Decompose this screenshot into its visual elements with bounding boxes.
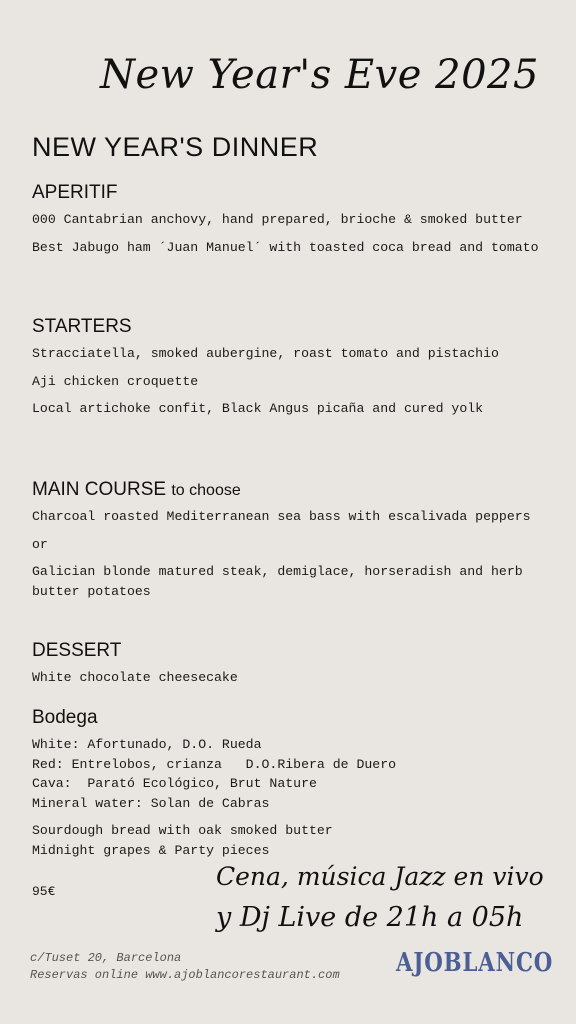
page-title: NEW YEAR'S DINNER [32, 132, 319, 162]
section-main-course [32, 479, 552, 609]
section-heading-bodega: Bodega [32, 707, 98, 728]
main-course-subheading: to choose [171, 482, 241, 499]
address: c/Tuset 20, Barcelona Reservas online www.ajoblancorestaurant.com [30, 951, 340, 982]
menu-item: Local artichoke confit, Black Angus picaña and cured yolk [32, 401, 484, 416]
restaurant-logo: AJOBLANCO [396, 948, 554, 978]
menu-item-or: or [32, 536, 48, 552]
section-starters [32, 316, 552, 427]
bodega-extras: Sourdough bread with oak smoked butter Midnight grapes & Party pieces [32, 823, 333, 858]
menu-item: Best Jabugo ham ´Juan Manuel´ with toasted coca bread and tomato [32, 239, 539, 255]
main-course-label: MAIN COURSE [32, 479, 167, 500]
section-heading-main-course [32, 479, 552, 501]
script-title: New Year's Eve 2025 [100, 52, 539, 98]
dj-live-line: y Dj Live de 21h a 05h [216, 902, 524, 933]
section-heading-dessert: DESSERT [32, 640, 122, 661]
menu-item: Aji chicken croquette [32, 373, 199, 389]
menu-item: White chocolate cheesecake [32, 670, 238, 685]
bodega-wines: White: Afortunado, D.O. Rueda Red: Entrelobos, crianza D.O.Ribera de Duero Cava: Parató Ecológico, Brut Nature Mineral water: Solan de Cabras [32, 737, 397, 811]
section-aperitif [32, 182, 552, 265]
price: 95€ [32, 884, 56, 899]
section-bodega [32, 707, 552, 868]
section-dessert [32, 640, 552, 696]
section-heading-aperitif: APERITIF [32, 182, 118, 203]
section-heading-starters: STARTERS [32, 316, 132, 337]
menu-item: Stracciatella, smoked aubergine, roast tomato and pistachio [32, 346, 499, 361]
live-music-line: Cena, música Jazz en vivo [216, 862, 544, 891]
menu-item: Charcoal roasted Mediterranean sea bass with escalivada peppers [32, 509, 531, 524]
menu-item: 000 Cantabrian anchovy, hand prepared, brioche & smoked butter [32, 212, 523, 227]
menu-item: Galician blonde matured steak, demiglace, horseradish and herb butter potatoes [32, 564, 523, 599]
